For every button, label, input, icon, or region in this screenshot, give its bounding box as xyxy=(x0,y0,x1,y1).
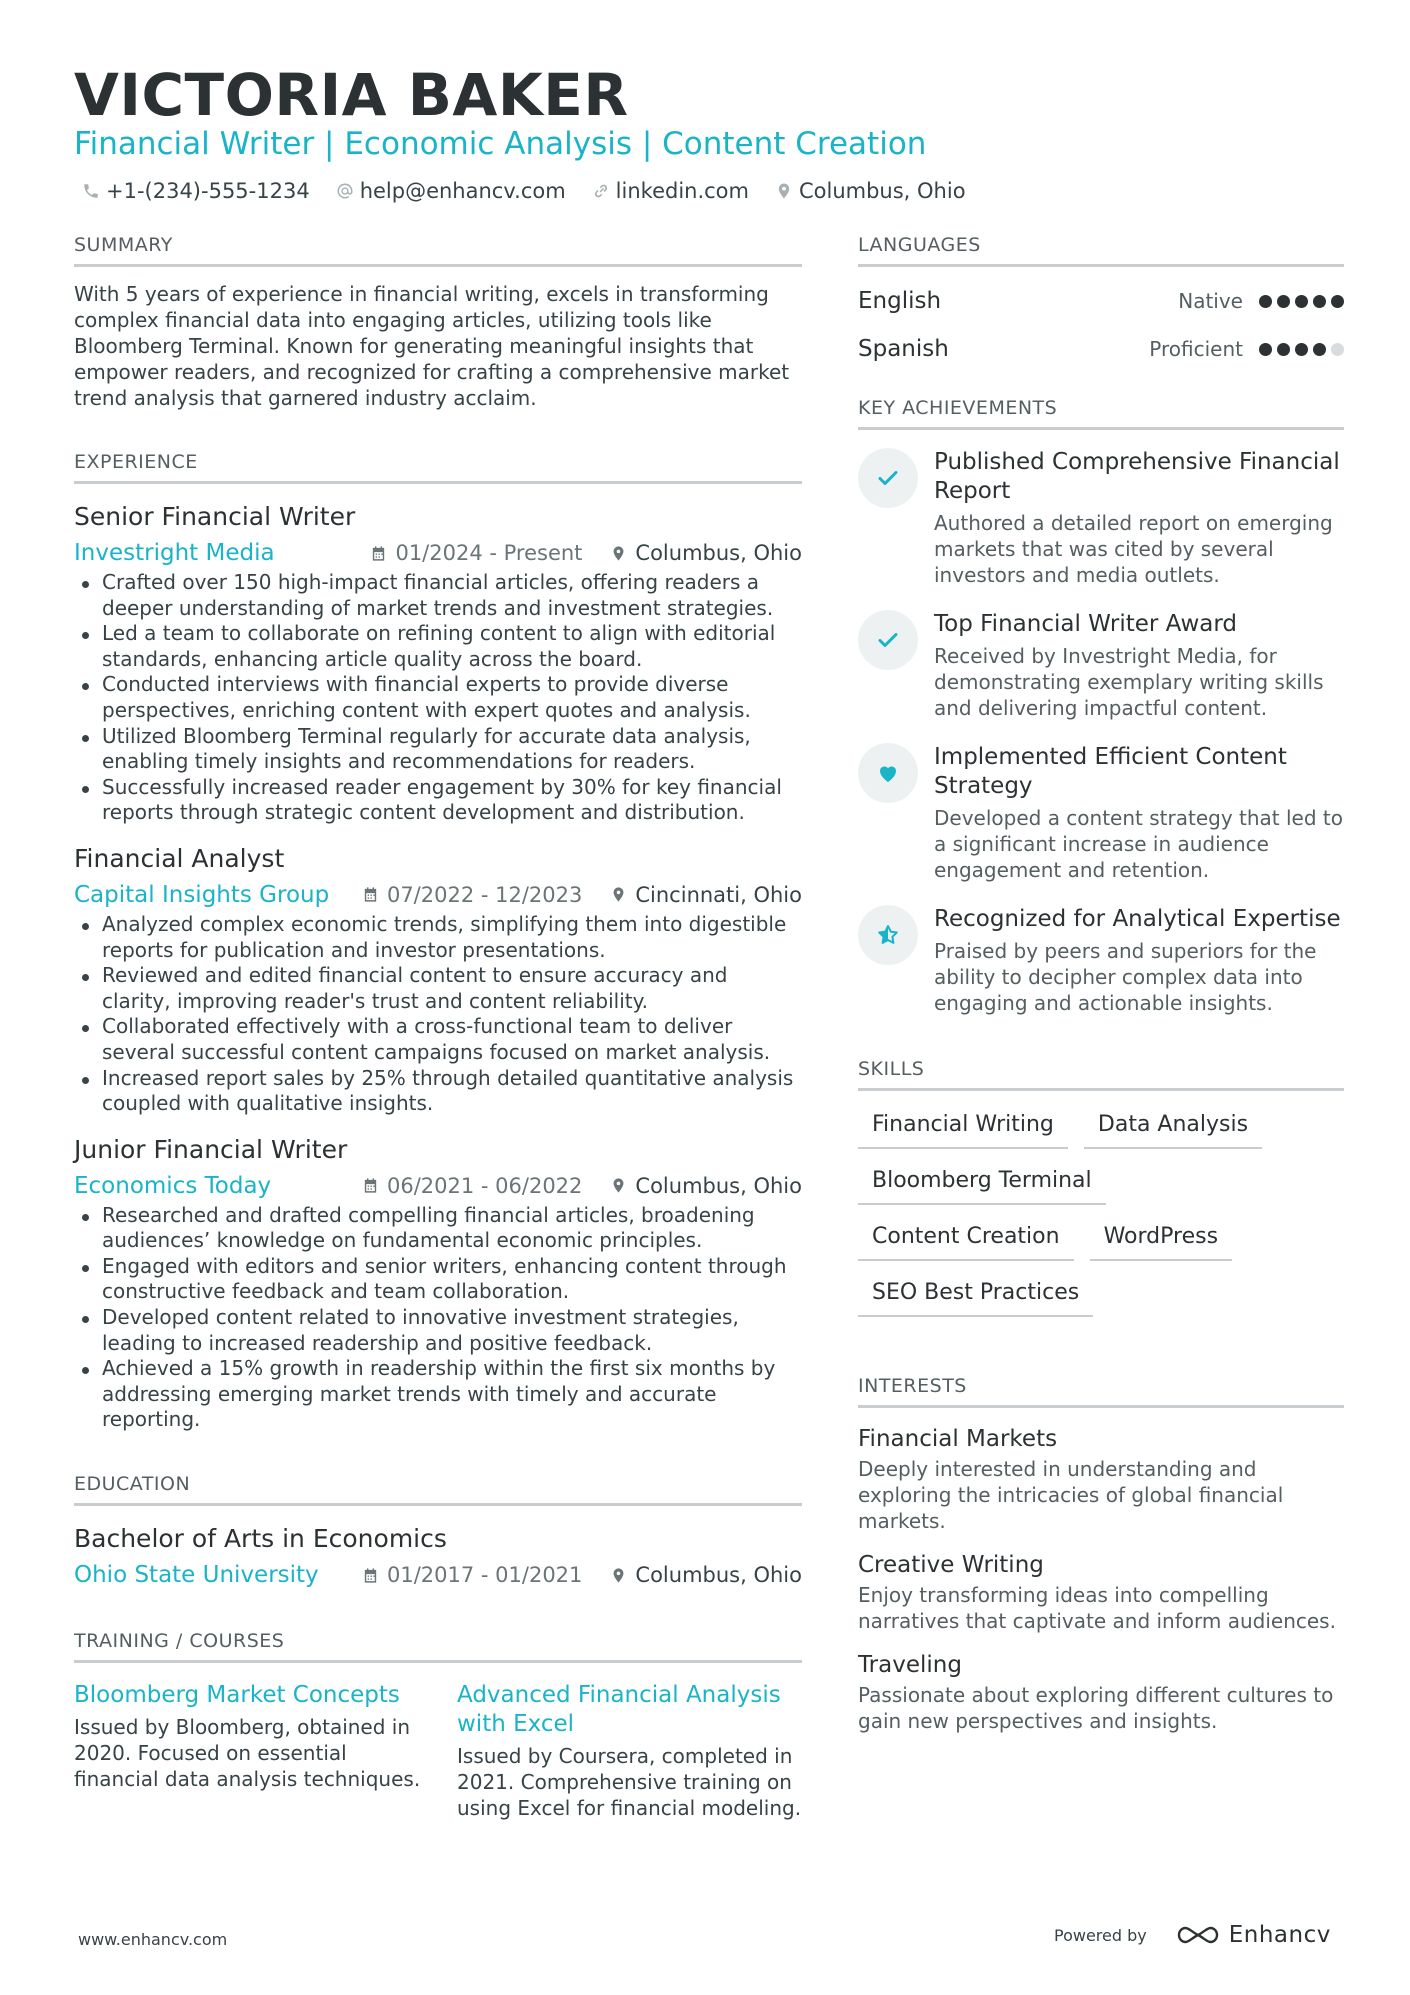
achievement-desc: Authored a detailed report on emerging markets that was cited by several investors and media outlets. xyxy=(934,511,1333,587)
role-dates-text: 01/2024 - Present xyxy=(395,541,583,565)
bullet: Analyzed complex economic trends, simplifying them into digestible reports for publication and investor presentations. xyxy=(74,912,802,963)
role-meta xyxy=(74,880,802,910)
role-meta xyxy=(74,1171,802,1201)
course-list xyxy=(74,1681,802,1821)
experience-item xyxy=(74,842,802,1117)
location-pin-icon xyxy=(610,1567,627,1584)
language-item xyxy=(858,333,1344,365)
role-meta xyxy=(74,538,802,568)
role-date-location xyxy=(370,538,802,568)
location-pin-icon xyxy=(775,182,793,200)
linkedin-text[interactable]: linkedin.com xyxy=(615,179,749,203)
role-dates xyxy=(362,1171,582,1201)
right-column xyxy=(858,232,1344,1734)
language-level: Proficient xyxy=(1149,337,1243,361)
interest-item xyxy=(858,1650,1344,1734)
achievement-title: Implemented Efficient Content Strategy xyxy=(934,744,1287,799)
company-name: Capital Insights Group xyxy=(74,881,330,908)
achievement-item xyxy=(858,610,1344,721)
summary-text: With 5 years of experience in financial writing, excels in transforming complex financial data into engaging articles, utilizing tools like Bloomberg Terminal. Known for generating meaningful insights that empower readers, and recognized for crafting a comprehensive market trend analysis that garnered industry acclaim. xyxy=(74,282,790,410)
education-meta xyxy=(74,1560,802,1590)
skill-tag: Financial Writing xyxy=(858,1105,1068,1149)
bullet: Engaged with editors and senior writers, enhancing content through constructive feedback and team collaboration. xyxy=(74,1254,802,1305)
language-level: Native xyxy=(1178,289,1243,313)
course-item xyxy=(457,1681,802,1821)
brand-name: Enhancv xyxy=(1228,1922,1331,1948)
achievement-title: Recognized for Analytical Expertise xyxy=(934,906,1341,932)
brand-logo[interactable] xyxy=(1175,1922,1331,1948)
rating-dot-empty xyxy=(1331,343,1344,356)
bullet: Developed content related to innovative investment strategies, leading to increased readership and positive feedback. xyxy=(74,1305,802,1356)
achievements-heading: KEY ACHIEVEMENTS xyxy=(858,395,1344,430)
rating-dot-filled xyxy=(1313,295,1326,308)
phone-icon xyxy=(82,182,100,200)
phone-text: +1-(234)-555-1234 xyxy=(106,179,310,203)
course-desc: Issued by Coursera, completed in 2021. Comprehensive training on using Excel for financial modeling. xyxy=(457,1744,802,1821)
achievement-icon-badge xyxy=(858,448,918,508)
calendar-icon xyxy=(362,886,379,903)
role-location-text: Columbus, Ohio xyxy=(635,1173,802,1198)
interest-item xyxy=(858,1550,1344,1634)
achievement-body xyxy=(934,905,1344,1016)
achievement-body xyxy=(934,448,1344,588)
language-name: English xyxy=(858,288,942,314)
role-dates xyxy=(370,538,582,568)
interest-title: Financial Markets xyxy=(858,1426,1058,1452)
skills-section xyxy=(858,1056,1344,1329)
calendar-icon xyxy=(370,545,387,562)
education-item xyxy=(74,1522,802,1590)
skill-list xyxy=(858,1105,1344,1329)
bullet: Led a team to collaborate on refining content to align with editorial standards, enhancing article quality across the board. xyxy=(74,621,802,672)
achievement-icon-badge xyxy=(858,743,918,803)
achievements-section xyxy=(858,395,1344,1016)
achievement-title: Top Financial Writer Award xyxy=(934,611,1237,637)
bullet: Achieved a 15% growth in readership within the first six months by addressing emerging market trends with timely and accurate reporting. xyxy=(74,1356,802,1433)
bullet: Conducted interviews with financial experts to provide diverse perspectives, enriching content with expert quotes and analysis. xyxy=(74,672,802,723)
language-proficiency xyxy=(1178,289,1344,313)
rating-dot-filled xyxy=(1277,343,1290,356)
rating-dot-filled xyxy=(1313,343,1326,356)
course-title: Advanced Financial Analysis with Excel xyxy=(457,1682,781,1738)
role-location xyxy=(610,1171,802,1201)
training-heading: TRAINING / COURSES xyxy=(74,1628,802,1663)
course-item xyxy=(74,1681,424,1821)
calendar-icon xyxy=(362,1567,379,1584)
role-location xyxy=(610,538,802,568)
star-icon xyxy=(876,923,900,947)
summary-section xyxy=(74,232,802,411)
rating-dots xyxy=(1259,343,1344,356)
achievement-item xyxy=(858,743,1344,883)
skill-tag: WordPress xyxy=(1090,1217,1232,1261)
experience-item xyxy=(74,1133,802,1433)
skill-tag: Data Analysis xyxy=(1084,1105,1262,1149)
education-section xyxy=(74,1471,802,1590)
skill-tag: Bloomberg Terminal xyxy=(858,1161,1106,1205)
interests-section xyxy=(858,1373,1344,1734)
achievement-body xyxy=(934,743,1344,883)
rating-dot-filled xyxy=(1331,295,1344,308)
location-pin-icon xyxy=(610,1177,627,1194)
check-icon xyxy=(876,628,900,652)
role-location xyxy=(610,880,802,910)
experience-section xyxy=(74,449,802,1433)
rating-dot-filled xyxy=(1295,295,1308,308)
link-icon xyxy=(592,182,610,200)
rating-dot-filled xyxy=(1259,343,1272,356)
role-date-location xyxy=(362,880,802,910)
achievement-desc: Developed a content strategy that led to a significant increase in audience engagement and retention. xyxy=(934,806,1343,882)
role-location-text: Columbus, Ohio xyxy=(635,541,802,565)
contact-phone xyxy=(82,176,310,206)
achievement-desc: Received by Investright Media, for demonstrating exemplary writing skills and delivering impactful content. xyxy=(934,644,1324,720)
rating-dot-filled xyxy=(1259,295,1272,308)
achievement-icon-badge xyxy=(858,610,918,670)
language-proficiency xyxy=(1149,337,1344,361)
bullet: Utilized Bloomberg Terminal regularly for accurate data analysis, enabling timely insights and recommendations for readers. xyxy=(74,724,802,775)
interest-desc: Passionate about exploring different cultures to gain new perspectives and insights. xyxy=(858,1683,1334,1733)
powered-by-label: Powered by xyxy=(1054,1925,1147,1945)
at-icon xyxy=(336,182,354,200)
bullet: Collaborated effectively with a cross-functional team to deliver several successful content campaigns focused on market analysis. xyxy=(74,1014,802,1065)
role-bullets xyxy=(74,570,802,826)
achievement-body xyxy=(934,610,1344,721)
bullet: Successfully increased reader engagement by 30% for key financial reports through strategic content development and distribution. xyxy=(74,775,802,826)
interests-heading: INTERESTS xyxy=(858,1373,1344,1408)
languages-section xyxy=(858,232,1344,365)
achievement-item xyxy=(858,448,1344,588)
bullet: Reviewed and edited financial content to ensure accuracy and clarity, improving reader's trust and content reliability. xyxy=(74,963,802,1014)
course-title: Bloomberg Market Concepts xyxy=(74,1682,400,1709)
interest-title: Creative Writing xyxy=(858,1552,1044,1578)
interest-title: Traveling xyxy=(858,1652,962,1678)
school-name: Ohio State University xyxy=(74,1562,319,1589)
location-pin-icon xyxy=(610,886,627,903)
languages-heading: LANGUAGES xyxy=(858,232,1344,267)
skill-tag: Content Creation xyxy=(858,1217,1074,1261)
interest-item xyxy=(858,1424,1344,1534)
achievement-item xyxy=(858,905,1344,1016)
location-pin-icon xyxy=(610,545,627,562)
experience-item xyxy=(74,500,802,826)
role-dates-text: 06/2021 - 06/2022 xyxy=(387,1173,583,1198)
check-icon xyxy=(876,466,900,490)
education-heading: EDUCATION xyxy=(74,1471,802,1506)
education-dates-text: 01/2017 - 01/2021 xyxy=(387,1563,583,1588)
interest-desc: Deeply interested in understanding and exploring the intricacies of global financial markets. xyxy=(858,1457,1284,1533)
language-item xyxy=(858,285,1344,317)
role-dates xyxy=(362,880,582,910)
company-name: Economics Today xyxy=(74,1172,272,1199)
role-dates-text: 07/2022 - 12/2023 xyxy=(386,882,583,907)
calendar-icon xyxy=(362,1177,379,1194)
bullet: Increased report sales by 25% through detailed quantitative analysis coupled with qualitative insights. xyxy=(74,1066,802,1117)
achievement-desc: Praised by peers and superiors for the ability to decipher complex data into engaging and actionable insights. xyxy=(934,939,1317,1015)
heart-icon xyxy=(876,761,900,785)
role-bullets xyxy=(74,1203,802,1433)
achievement-icon-badge xyxy=(858,905,918,965)
footer-branding xyxy=(1054,1922,1331,1948)
bullet: Researched and drafted compelling financial articles, broadening audiences’ knowledge on fundamental economic principles. xyxy=(74,1203,802,1254)
left-column xyxy=(74,232,802,1821)
skill-tag: SEO Best Practices xyxy=(858,1273,1093,1317)
contact-bar xyxy=(82,176,992,206)
contact-email[interactable] xyxy=(336,176,566,206)
contact-location xyxy=(775,176,966,206)
rating-dots xyxy=(1259,295,1344,308)
footer-website[interactable]: www.enhancv.com xyxy=(78,1930,228,1949)
enhancv-logo-icon xyxy=(1175,1923,1221,1947)
interest-desc: Enjoy transforming ideas into compelling narratives that captivate and inform audiences. xyxy=(858,1583,1336,1633)
role-date-location xyxy=(362,1171,802,1201)
degree-title: Bachelor of Arts in Economics xyxy=(74,1524,447,1554)
bullet: Crafted over 150 high-impact financial articles, offering readers a deeper understanding of market trends and investment strategies. xyxy=(74,570,802,621)
education-dates xyxy=(362,1560,582,1590)
rating-dot-filled xyxy=(1277,295,1290,308)
language-name: Spanish xyxy=(858,336,949,362)
contact-linkedin[interactable] xyxy=(592,176,749,206)
role-location-text: Cincinnati, Ohio xyxy=(635,882,802,907)
rating-dot-filled xyxy=(1295,343,1308,356)
education-location xyxy=(610,1560,802,1590)
company-name: Investright Media xyxy=(74,540,275,566)
skills-heading: SKILLS xyxy=(858,1056,1344,1091)
email-text[interactable]: help@enhancv.com xyxy=(359,179,566,203)
candidate-title: Financial Writer | Economic Analysis | Content Creation xyxy=(74,126,927,162)
education-date-location xyxy=(362,1560,802,1590)
experience-heading: EXPERIENCE xyxy=(74,449,802,484)
candidate-name: VICTORIA BAKER xyxy=(74,61,629,129)
role-bullets xyxy=(74,912,802,1117)
course-desc: Issued by Bloomberg, obtained in 2020. Focused on essential financial data analysis techniques. xyxy=(74,1715,421,1792)
achievement-title: Published Comprehensive Financial Report xyxy=(934,449,1340,504)
role-title: Senior Financial Writer xyxy=(74,502,356,531)
training-section xyxy=(74,1628,802,1821)
summary-heading: SUMMARY xyxy=(74,232,802,267)
education-location-text: Columbus, Ohio xyxy=(635,1563,802,1588)
role-title: Junior Financial Writer xyxy=(74,1134,348,1164)
role-title: Financial Analyst xyxy=(74,843,285,873)
location-text: Columbus, Ohio xyxy=(798,179,966,203)
